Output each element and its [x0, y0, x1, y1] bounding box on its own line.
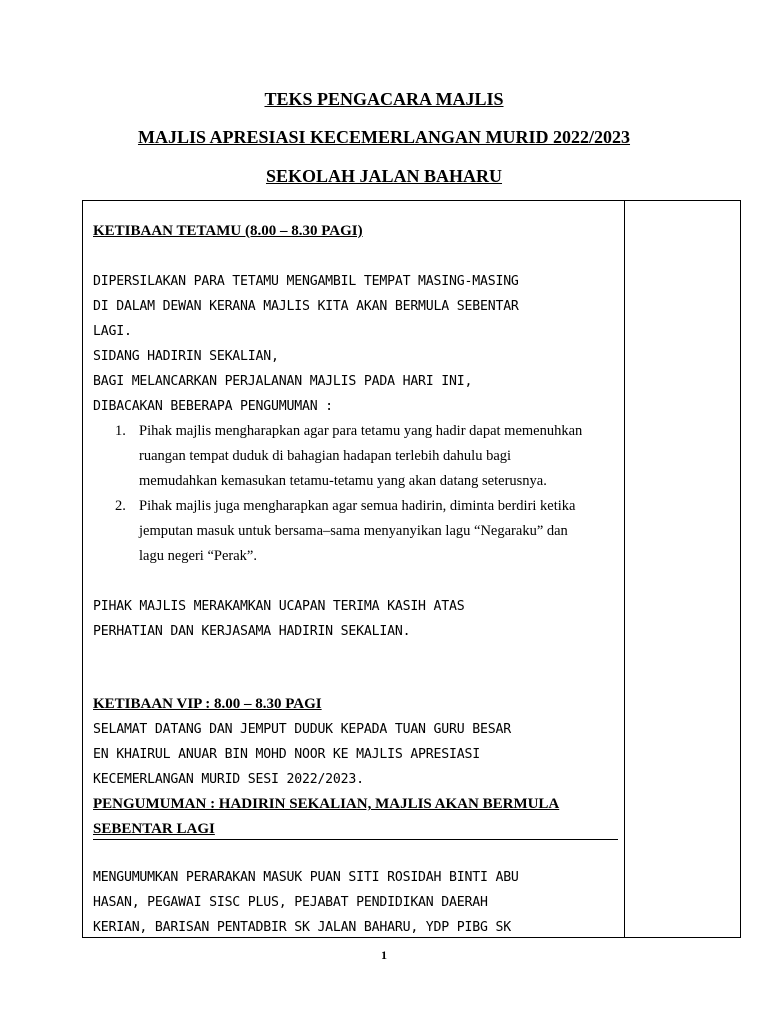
- school-name: SEKOLAH JALAN BAHARU: [265, 166, 503, 186]
- announcement-list: [93, 419, 618, 569]
- paragraph-welcome: SELAMAT DATANG DAN JEMPUT DUDUK KEPADA TUAN GURU BESAR EN KHAIRUL ANUAR BIN MOHD NOOR KE MAJLIS APRESIASI KECEMERLANGAN MURID SESI 2022/2023.: [93, 722, 511, 787]
- list-item: 1. Pihak majlis mengharapkan agar para tetamu yang hadir dapat memenuhkan ruangan tempat duduk di bahagian hadapan terlebih dahulu bagi memudahkan kemasukan tetamu-tetamu yang akan datang seterusnya.: [115, 423, 583, 489]
- event-title: MAJLIS APRESIASI KECEMERLANGAN MURID 2022/2023: [137, 127, 631, 147]
- section-heading-guest-arrival: KETIBAAN TETAMU (8.00 – 8.30 PAGI): [93, 223, 363, 239]
- paragraph-thanks: PIHAK MAJLIS MERAKAMKAN UCAPAN TERIMA KASIH ATAS PERHATIAN DAN KERJASAMA HADIRIN SEKALIAN.: [93, 599, 465, 639]
- document-title: TEKS PENGACARA MAJLIS: [264, 89, 504, 109]
- paragraph-invitation: DIPERSILAKAN PARA TETAMU MENGAMBIL TEMPAT MASING-MASING DI DALAM DEWAN KERANA MAJLIS KITA AKAN BERMULA SEBENTAR LAGI. SIDANG HADIRIN SEKALIAN, BAGI MELANCARKAN PERJALANAN MAJLIS PADA HARI INI, DIBACAKAN BEBERAPA PENGUMUMAN :: [93, 274, 519, 414]
- script-table: [82, 200, 741, 938]
- paragraph-procession: MENGUMUMKAN PERARAKAN MASUK PUAN SITI ROSIDAH BINTI ABU HASAN, PEGAWAI SISC PLUS, PEJABAT PENDIDIKAN DAERAH KERIAN, BARISAN PENTADBIR SK JALAN BAHARU, YDP PIBG SK: [93, 870, 519, 935]
- page-number: 1: [381, 948, 387, 962]
- script-cell: [93, 219, 618, 938]
- column-divider: [624, 201, 625, 937]
- list-item: 2. Pihak majlis juga mengharapkan agar semua hadirin, diminta berdiri ketika jemputan masuk untuk bersama–sama menyanyikan lagu “Negaraku” dan lagu negeri “Perak”.: [115, 498, 576, 564]
- section-heading-vip-arrival: KETIBAAN VIP : 8.00 – 8.30 PAGI: [93, 696, 322, 712]
- announcement-block: PENGUMUMAN : HADIRIN SEKALIAN, MAJLIS AKAN BERMULA SEBENTAR LAGI: [93, 792, 618, 840]
